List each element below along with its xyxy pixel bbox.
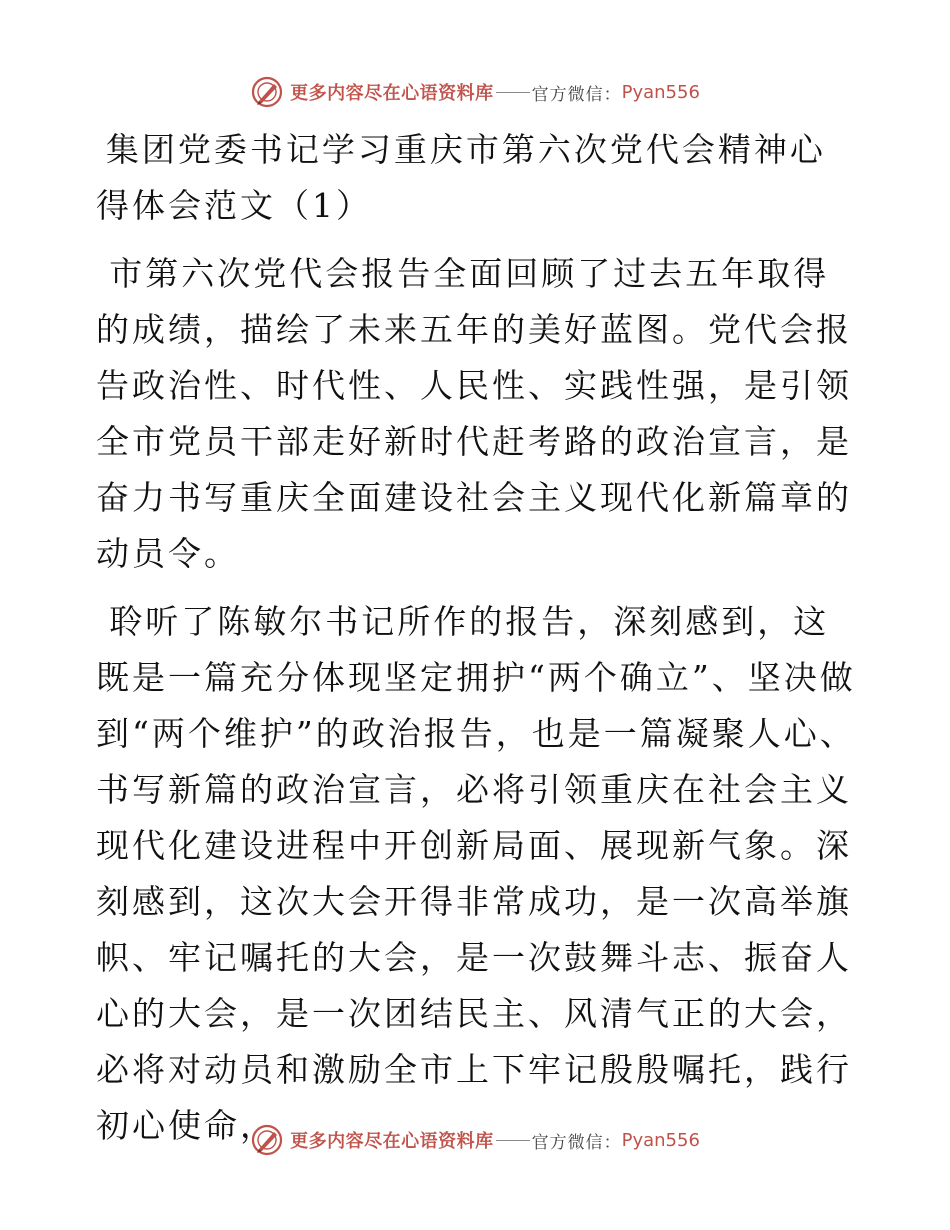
spacer	[96, 582, 856, 594]
pen-logo-icon	[250, 1123, 284, 1157]
watermark-wechat-id: Pyan556	[621, 81, 700, 103]
watermark-dash	[496, 1140, 530, 1141]
watermark-header	[0, 72, 950, 112]
paragraph-2: 聆听了陈敏尔书记所作的报告，深刻感到，这既是一篇充分体现坚定拥护“两个确立”、坚决做到“两个维护”的政治报告，也是一篇凝聚人心、书写新篇的政治宣言，必将引领重庆在社会主义现代化建设进程中开创新局面、展现新气象。深刻感到，这次大会开得非常成功，是一次高举旗帜、牢记嘱托的大会，是一次鼓舞斗志、振奋人心的大会，是一次团结民主、风清气正的大会，必将对动员和激励全市上下牢记殷殷嘱托，践行初心使命，	[96, 602, 856, 1145]
watermark-official-label: 官方微信：	[531, 84, 622, 105]
paragraph-1: 市第六次党代会报告全面回顾了过去五年取得的成绩，描绘了未来五年的美好蓝图。党代会报告政治性、时代性、人民性、实践性强，是引领全市党员干部走好新时代赶考路的政治宣言，是奋力书写重庆全面建设社会主义现代化新篇章的动员令。	[96, 254, 852, 573]
watermark-brand: 更多内容尽在心语资料库	[290, 83, 494, 104]
spacer	[96, 234, 856, 246]
document-body	[96, 122, 856, 1154]
pen-logo-icon	[250, 75, 284, 109]
watermark-brand: 更多内容尽在心语资料库	[290, 1131, 494, 1152]
watermark-dash	[496, 92, 530, 93]
document-title: 集团党委书记学习重庆市第六次党代会精神心得体会范文（1）	[96, 130, 826, 225]
watermark-footer	[0, 1120, 950, 1160]
watermark-official-label: 官方微信：	[531, 1132, 622, 1153]
watermark-wechat-id: Pyan556	[621, 1129, 700, 1151]
